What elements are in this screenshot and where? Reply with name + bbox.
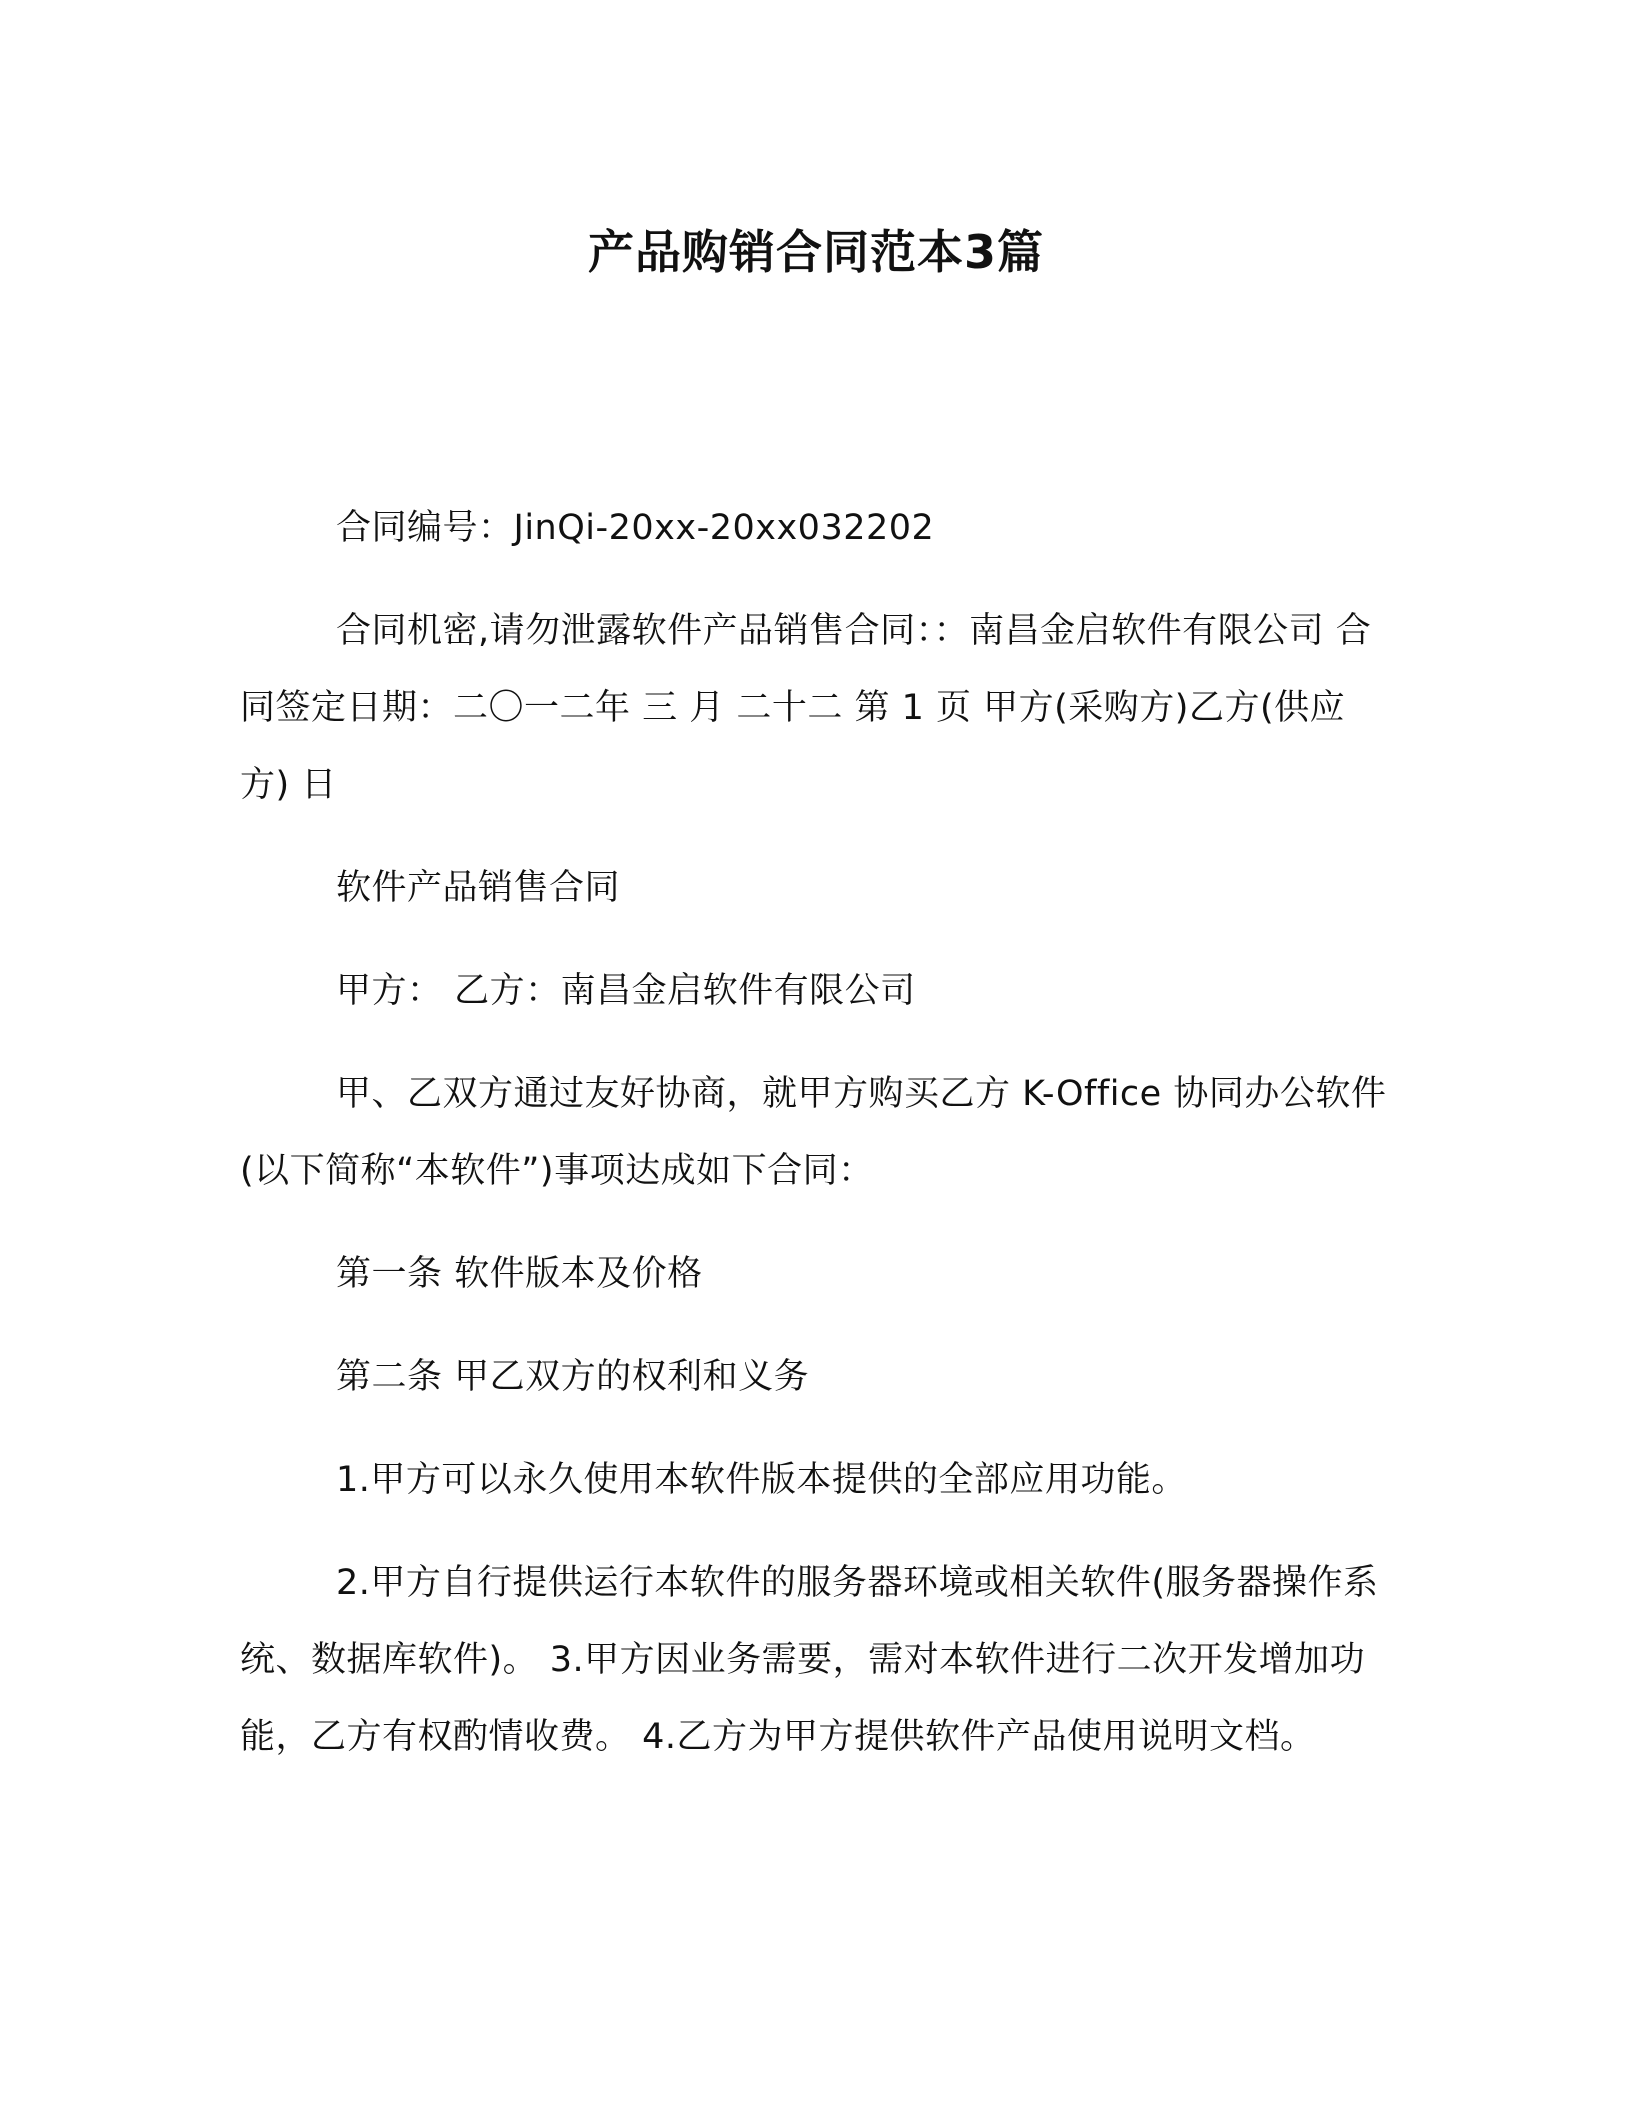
document-body [240,490,1390,1802]
paragraph-agreement-intro: 甲、乙双方通过友好协商，就甲方购买乙方 K-Office 协同办公软件(以下简称“本软件”)事项达成如下合同： [240,1074,1387,1191]
paragraph-article-1: 第一条 软件版本及价格 [336,1254,703,1294]
paragraph-clause-1: 1.甲方可以永久使用本软件版本提供的全部应用功能。 [336,1460,1187,1500]
paragraph-clauses-2-4: 2.甲方自行提供运行本软件的服务器环境或相关软件(服务器操作系统、数据库软件)。 3.甲方因业务需要，需对本软件进行二次开发增加功能，乙方有权酌情收费。 4.乙方为甲方提供软件产品使用说明文档。 [240,1563,1379,1757]
paragraph-contract-name: 软件产品销售合同 [336,868,621,908]
paragraph-contract-header: 合同机密,请勿泄露软件产品销售合同：：南昌金启软件有限公司 合同签定日期：二〇一二年 三 月 二十二 第 1 页 甲方(采购方)乙方(供应方) 日 [240,611,1372,805]
paragraph-contract-number: 合同编号：JinQi-20xx-20xx032202 [336,508,935,548]
paragraph-article-2: 第二条 甲乙双方的权利和义务 [336,1357,810,1397]
paragraph-parties: 甲方： 乙方：南昌金启软件有限公司 [336,971,916,1011]
document-title: 产品购销合同范本3篇 [587,225,1044,279]
